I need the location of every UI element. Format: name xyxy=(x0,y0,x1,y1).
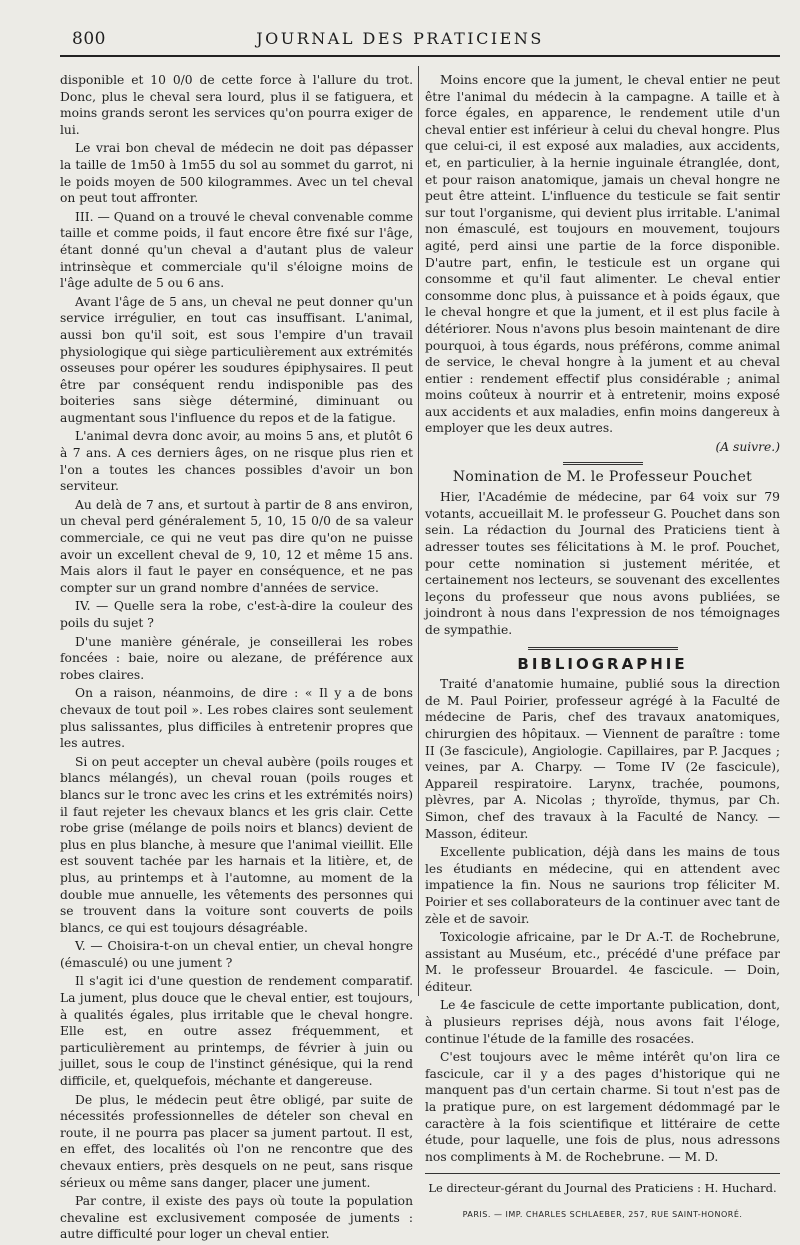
journal-title: JOURNAL DES PRATICIENS xyxy=(256,29,544,48)
paragraph: Si on peut accepter un cheval aubère (poils rouges et blancs mélangés), un cheval rouan (poils rouges et blancs sur le tronc avec les crins et les extrémités noirs) il faut rejeter les chevaux blancs et les gris clair. Cette robe grise (mélange de poils noirs et blancs) devient de plus en plus blanche, à mesure que l'animal vieillit. Elle est souvent tachée par les harnais et la litière, et, de plus, au printemps et à l'automne, au moment de la double mue annuelle, les vêtements des personnes qui se trouvent dans la voiture sont couverts de poils blancs, ce qui est toujours désagréable. xyxy=(60,754,413,935)
paragraph: On a raison, néanmoins, de dire : « Il y a de bons chevaux de tout poil ». Les robes claires sont seulement plus salissantes, plus difficiles à entretenir propres que les autres. xyxy=(60,686,413,751)
paragraph: Le vrai bon cheval de médecin ne doit pas dépasser la taille de 1m50 à 1m55 du sol au sommet du garrot, ni le poids moyen de 500 kilogrammes. Avec un tel cheval on peut tout affronter. xyxy=(60,141,413,206)
footer-rule xyxy=(425,1173,780,1174)
printer-imprint: PARIS. — IMP. CHARLES SCHLAEBER, 257, RUE SAINT-HONORÉ. xyxy=(462,1210,743,1219)
page-header xyxy=(0,26,800,56)
right-column xyxy=(425,72,780,1224)
paragraph: Le 4e fascicule de cette importante publication, dont, à plusieurs reprises déjà, nous avons fait l'éloge, continue l'étude de la famille des rosacées. xyxy=(425,998,780,1046)
paragraph: disponible et 10 0/0 de cette force à l'allure du trot. Donc, plus le cheval sera lourd, plus il se fatiguera, et moins grands seront les services qu'on pourra exiger de lui. xyxy=(60,73,413,137)
paragraph: V. — Choisira-t-on un cheval entier, un cheval hongre (émasculé) ou une jument ? xyxy=(60,939,413,970)
section-separator xyxy=(528,647,678,650)
bib-entry: Toxicologie africaine, par le Dr A.-T. de Rochebrune, assistant au Muséum, etc., précédé d'une préface par M. le professeur Brouardel. 4e fascicule. — Doin, éditeur. xyxy=(425,930,780,994)
paragraph: De plus, le médecin peut être obligé, par suite de nécessités professionnelles de dételer son cheval en route, il ne pourra pas placer sa jument partout. Il est, en effet, des localités où l'on ne rencontre que des chevaux entiers, près desquels on ne peut, sans risque sérieux ou même sans danger, placer une jument. xyxy=(60,1092,413,1190)
bib-entry: Traité d'anatomie humaine, publié sous la direction de M. Paul Poirier, professeur agrégé à la Faculté de médecine de Paris, chef des travaux anatomiques, chirurgien des hôpitaux. — Viennent de paraître : tome II (3e fascicule), Angiologie. Capillaires, par P. Jacques ; veines, par A. Charpy. — Tome IV (2e fascicule), Appareil respiratoire. Larynx, trachée, poumons, plèvres, par A. Nicolas ; thyroïde, thymus, par Ch. Simon, chef des travaux à la Faculté de Nancy. — Masson, éditeur. xyxy=(425,677,780,841)
column-divider xyxy=(418,66,419,996)
paragraph: Hier, l'Académie de médecine, par 64 voix sur 79 votants, accueillait M. le professeur G. Pouchet dans son sein. La rédaction du Journal des Praticiens tient à adresser toutes ses félicitations à M. le prof. Pouchet, pour cette nomination si justement méritée, et certainement nos lecteurs, se souvenant des excellentes leçons du professeur que nous avons publiées, se joindront à nous dans l'expression de nos témoignages de sympathie. xyxy=(425,490,780,637)
director-credit: Le directeur-gérant du Journal des Praticiens : H. Huchard. xyxy=(428,1181,777,1196)
left-column xyxy=(60,72,413,1245)
to-follow-note: (A suivre.) xyxy=(715,440,780,455)
paragraph: Avant l'âge de 5 ans, un cheval ne peut donner qu'un service irrégulier, en tout cas insuffisant. L'animal, aussi bon qu'il soit, est sous l'empire d'un travail physiologique qui siège particulièrement aux extrémités osseuses pour opérer les soudures épiphysaires. Il peut être par conséquent rendu indisponible pas des boiteries sans siège déterminé, diminuant ou augmentant sous l'influence du repos et de la fatigue. xyxy=(60,294,413,425)
paragraph: L'animal devra donc avoir, au moins 5 ans, et plutôt 6 à 7 ans. A ces derniers âges, on ne risque plus rien et l'on a toutes les chances possibles d'avoir un bon serviteur. xyxy=(60,429,413,494)
paragraph: III. — Quand on a trouvé le cheval convenable comme taille et comme poids, il faut encore être fixé sur l'âge, étant donné qu'un cheval a d'autant plus de valeur intrinsèque et commerciale qu'il s'éloigne moins de l'âge adulte de 5 ou 6 ans. xyxy=(60,209,413,291)
bibliography-heading: BIBLIOGRAPHIE xyxy=(517,654,688,673)
section-separator xyxy=(563,462,643,465)
paragraph: D'une manière générale, je conseillerai les robes foncées : baie, noire ou alezane, de préférence aux robes claires. xyxy=(60,634,413,682)
nomination-heading: Nomination de M. le Professeur Pouchet xyxy=(452,468,753,485)
paragraph: C'est toujours avec le même intérêt qu'on lira ce fascicule, car il y a des pages d'historique qui ne manquent pas d'un certain charme. Si tout n'est pas de la pratique pure, on est largement dédommagé par le caractère à la fois scientifique et littéraire de cette étude, pour laquelle, une fois de plus, nous adressons nos compliments à M. de Rochebrune. — M. D. xyxy=(425,1050,780,1164)
paragraph: Moins encore que la jument, le cheval entier ne peut être l'animal du médecin à la campagne. A taille et à force égales, en apparence, le rendement utile d'un cheval entier est inférieur à celui du cheval hongre. Plus que celui-ci, il est exposé aux maladies, aux accidents, et, en particulier, à la hernie inguinale étranglée, dont, et pour raison anatomique, jamais un cheval hongre ne peut être atteint. L'influence du testicule se fait sentir sur tout l'organisme, qui devient plus irritable. L'animal non émasculé, est toujours en mouvement, toujours agité, perd ainsi une partie de la force disponible. D'autre part, enfin, le testicule est un organe qui consomme et qu'il faut alimenter. Le cheval entier consomme donc plus, à puissance et à poids égaux, que le cheval hongre et que la jument, et il est plus facile à détériorer. Nous n'avons plus besoin maintenant de dire pourquoi, à tous égards, nous préférons, comme animal de service, le cheval hongre à la jument et au cheval entier : rendement effectif plus considérable ; animal moins coûteux à nourrir et à entretenir, moins exposé aux accidents et aux maladies, enfin moins dangereux à employer que les deux autres. xyxy=(425,73,780,436)
paragraph: Il s'agit ici d'une question de rendement comparatif. La jument, plus douce que le cheval entier, est toujours, à qualités égales, plus irritable que le cheval hongre. Elle est, en outre assez fréquemment, et particulièrement au printemps, de février à juin ou juillet, sous le coup de l'instinct génésique, qui la rend difficile, et, quelquefois, méchante et dangereuse. xyxy=(60,974,413,1089)
page-number: 800 xyxy=(72,29,106,49)
paragraph: Par contre, il existe des pays où toute la population chevaline est exclusivement composée de juments : autre difficulté pour loger un cheval entier. xyxy=(60,1194,413,1242)
paragraph: Excellente publication, déjà dans les mains de tous les étudiants en médecine, qui en attendent avec impatience la fin. Nous ne saurions trop féliciter M. Poirier et ses collaborateurs de la continuer avec tant de zèle et de savoir. xyxy=(425,845,780,926)
paragraph: Au delà de 7 ans, et surtout à partir de 8 ans environ, un cheval perd généralement 5, 10, 15 0/0 de sa valeur commerciale, ce qui ne veut pas dire qu'on ne puisse avoir un excellent cheval de 9, 10, 12 et même 15 ans. Mais alors il faut le payer en conséquence, et ne pas compter sur un grand nombre d'années de service. xyxy=(60,497,413,595)
paragraph: IV. — Quelle sera la robe, c'est-à-dire la couleur des poils du sujet ? xyxy=(60,599,413,630)
header-rule xyxy=(60,55,780,57)
